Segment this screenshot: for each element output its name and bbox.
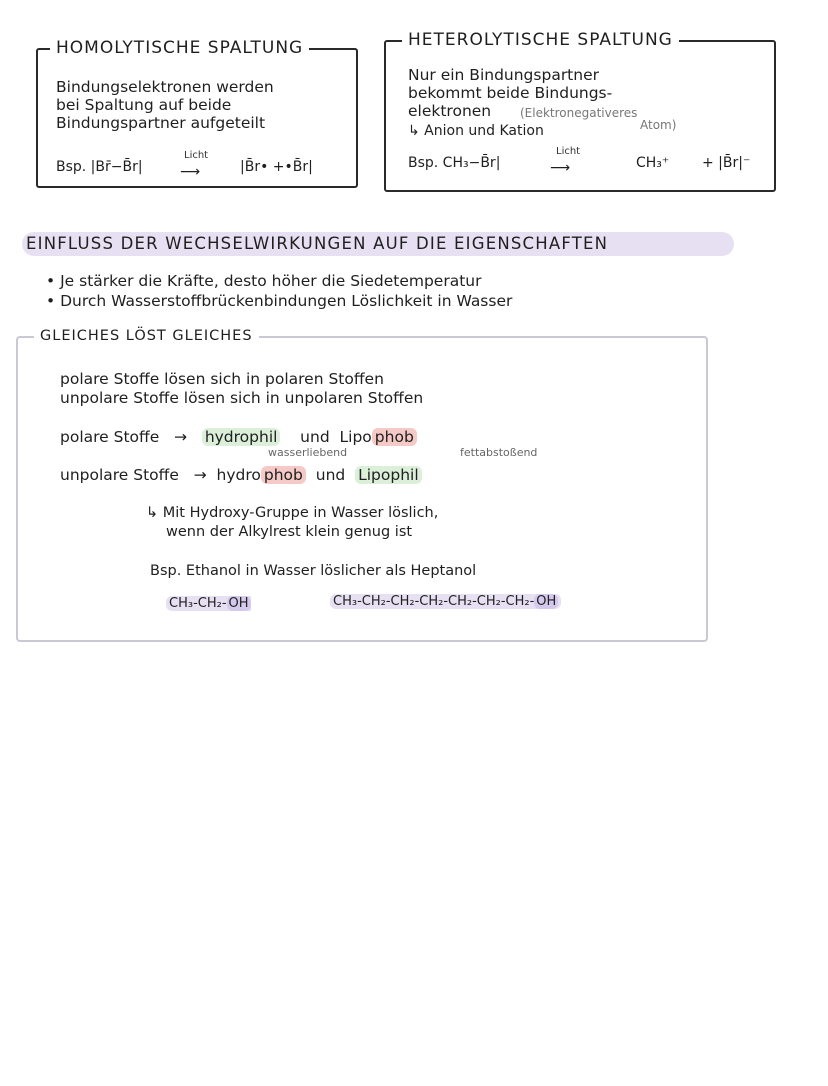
homolytic-example-prefix: Bsp. |Br̄−B̄r| <box>56 159 143 175</box>
section-title: EINFLUSS DER WECHSELWIRKUNGEN AUF DIE EIGENSCHAFTEN <box>26 234 609 253</box>
hydroxy-line-2: wenn der Alkylrest klein genug ist <box>166 524 413 540</box>
lipophob-term <box>340 428 417 446</box>
phob-part-2: phob <box>261 466 306 484</box>
homolytic-line-2: bei Spaltung auf beide <box>56 96 232 114</box>
homolytic-title: HOMOLYTISCHE SPALTUNG <box>50 38 309 58</box>
heterolytic-ions: ↳ Anion und Kation <box>408 123 544 139</box>
polar-arrow: → <box>174 428 188 446</box>
unpolar-arrow: → <box>193 466 207 484</box>
homolytic-arrow-label: Licht <box>184 150 209 161</box>
ethanol-oh: OH <box>228 596 249 611</box>
lipophob-note: fettabstoßend <box>460 446 538 459</box>
polar-row <box>60 428 417 447</box>
bullet-2: • Durch Wasserstoffbrückenbindungen Löslichkeit in Wasser <box>46 292 513 310</box>
polar-und: und <box>300 428 330 446</box>
bullet-1: • Je stärker die Kräfte, desto höher die Siedetemperatur <box>46 272 482 290</box>
heterolytic-example-prefix: Bsp. CH₃−B̄r| <box>408 155 501 171</box>
unpolar-row <box>60 466 422 485</box>
heterolytic-line-2: bekommt beide Bindungs- <box>408 84 613 102</box>
heptanol-oh: OH <box>536 594 557 609</box>
heptanol-chain: CH₃-CH₂-CH₂-CH₂-CH₂-CH₂-CH₂- <box>333 594 535 609</box>
heterolytic-line-3: elektronen <box>408 102 492 120</box>
homolytic-example-result: |B̄r• +•B̄r| <box>240 159 313 175</box>
homolytic-line-3: Bindungspartner aufgeteilt <box>56 114 266 132</box>
heterolytic-anion: + |B̄r|⁻ <box>702 155 751 171</box>
example-line: Bsp. Ethanol in Wasser löslicher als Heptanol <box>150 563 477 579</box>
heterolytic-cation: CH₃⁺ <box>636 155 670 171</box>
lipophil-term: Lipophil <box>355 466 422 484</box>
heterolytic-line-1: Nur ein Bindungspartner <box>408 66 599 84</box>
hydrophob-term <box>217 466 306 484</box>
solubility-title: GLEICHES LÖST GLEICHES <box>34 328 259 344</box>
hydro-part: hydro <box>216 466 261 484</box>
homolytic-line-1: Bindungselektronen werden <box>56 78 274 96</box>
solubility-line-1: polare Stoffe lösen sich in polaren Stoffen <box>60 370 384 388</box>
heterolytic-reaction-arrow: ⟶ <box>550 160 571 176</box>
hydrophil-note: wasserliebend <box>268 446 348 459</box>
bullet-1-text: Je stärker die Kräfte, desto höher die Siedetemperatur <box>60 272 482 290</box>
polar-label: polare Stoffe <box>60 428 160 446</box>
ethanol-chain: CH₃-CH₂- <box>169 596 227 611</box>
hydroxy-line-1: ↳ Mit Hydroxy-Gruppe in Wasser löslich, <box>146 505 439 521</box>
solubility-line-2: unpolare Stoffe lösen sich in unpolaren Stoffen <box>60 389 424 407</box>
lipo-part: Lipo <box>339 428 372 446</box>
heterolytic-note-2: Atom) <box>640 118 677 132</box>
unpolar-und: und <box>315 466 346 484</box>
homolytic-reaction-arrow: ⟶ <box>180 164 201 180</box>
hydrophil-term: hydrophil <box>202 428 281 446</box>
heterolytic-title: HETEROLYTISCHE SPALTUNG <box>402 30 679 50</box>
heterolytic-arrow-label: Licht <box>556 146 581 157</box>
heterolytic-note-1: (Elektronegativeres <box>520 106 638 120</box>
phob-part: phob <box>372 428 417 446</box>
unpolar-label: unpolare Stoffe <box>60 466 179 484</box>
bullet-2-text: Durch Wasserstoffbrückenbindungen Löslichkeit in Wasser <box>60 292 513 310</box>
ethanol-formula <box>166 594 251 613</box>
heptanol-formula <box>330 592 561 611</box>
